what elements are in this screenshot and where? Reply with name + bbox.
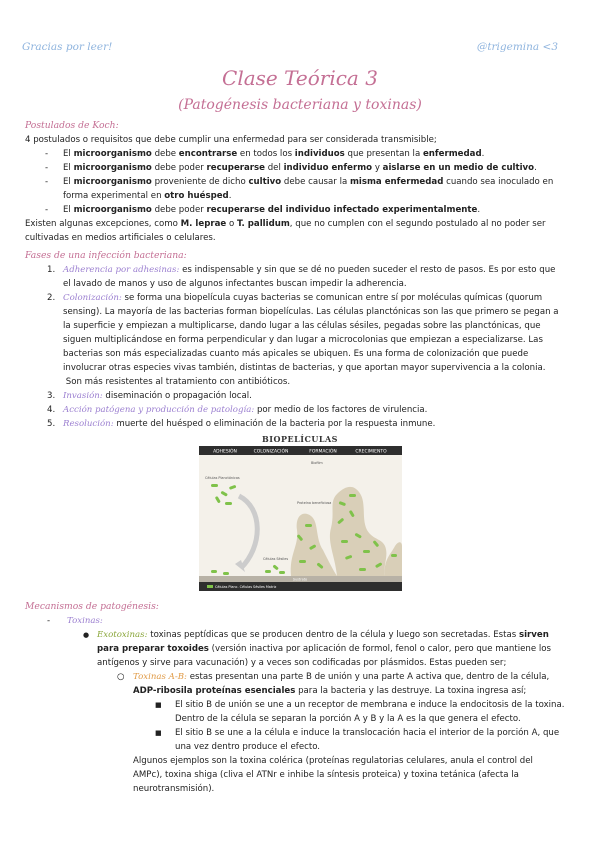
toxin-examples: Algunos ejemplos son la toxina colérica (proteínas regulatorias celulares, anula el control del AMPc), toxina shiga (cliva el ATNr e inhibe la síntesis proteica) y toxina tetánica (afecta la neurotransmisión). xyxy=(133,756,533,794)
figure-label: Biofilm xyxy=(311,461,323,465)
biofilm-figure xyxy=(0,432,600,596)
footer-thanks: Gracias por leer! xyxy=(22,41,113,53)
bacterium xyxy=(305,524,312,527)
koch-exceptions: Existen algunas excepciones, como M. leprae o T. pallidum, que no cumplen con el segundo postulado al no poder ser cultivadas en medios artificiales o celulares. xyxy=(25,219,546,243)
list-item: - El microorganismo debe poder recuperarse del individuo enfermo y aislarse en un medio de cultivo. xyxy=(45,163,537,173)
page-title: Clase Teórica 3 xyxy=(222,66,378,90)
bacterium xyxy=(359,568,366,571)
list-item: - El microorganismo debe encontrarse en todos los individuos que presentan la enfermedad. xyxy=(45,149,485,159)
list-item: ● Exotoxinas: toxinas peptídicas que se producen dentro de la célula y luego son secretadas. Estas sirven para preparar toxoides (versión inactiva por aplicación de formol, fenol o calor, pero que mantiene los antígenos y sirve para vacunación) y a veces son codificadas por plásmidos. Estas pueden ser; xyxy=(83,630,551,668)
figure-label: Sustrato xyxy=(292,577,308,582)
figure-label: Proteína beneficiosa xyxy=(297,501,332,505)
list-item: 3. Invasión: diseminación o propagación local. xyxy=(47,391,252,401)
stage-label: ADHESIÓN xyxy=(213,449,237,455)
legend-text: Células Planc. Células Sésiles Matriz xyxy=(215,585,277,589)
biofilm-diagram xyxy=(199,446,402,591)
mechanisms-heading: Mecanismos de patogénesis: xyxy=(25,601,159,612)
bacterium xyxy=(225,502,232,505)
bacterium xyxy=(341,540,348,543)
legend-swatch xyxy=(207,585,213,588)
figure-label: Células Planctónicas xyxy=(205,476,240,480)
bacterium xyxy=(391,554,397,557)
koch-heading: Postulados de Koch: xyxy=(25,120,119,131)
list-item: - El microorganismo proveniente de dicho cultivo debe causar la misma enfermedad cuando sea inoculado en forma experimental en otro huésped. xyxy=(45,177,554,201)
bacterium xyxy=(363,550,370,553)
document-body xyxy=(25,119,573,796)
list-item: - Toxinas: xyxy=(47,616,103,626)
list-item: 4. Acción patógena y producción de patología: por medio de los factores de virulencia. xyxy=(47,405,428,415)
stage-label: FORMACIÓN xyxy=(309,449,337,455)
figure-title: BIOPELÍCULAS xyxy=(262,434,338,444)
list-item: 1. Adherencia por adhesinas: es indispensable y sin que se dé no pueden suceder el resto de pasos. Es por esto que el lavado de manos y uso de algunos infectantes buscan impedir la adherencia. xyxy=(47,265,556,289)
stage-label: COLONIZACIÓN xyxy=(253,449,289,455)
phases-heading: Fases de una infección bacteriana: xyxy=(25,250,187,261)
bacterium xyxy=(299,560,306,563)
stage-label: CRECIMIENTO xyxy=(355,449,387,455)
list-item: ■ El sitio B se une a la célula e induce la translocación hacia el interior de la porción A, que una vez dentro produce el efecto. xyxy=(155,728,560,752)
bacterium xyxy=(279,571,285,574)
figure-label: Células Sésiles xyxy=(263,557,289,561)
list-item: 2. Colonización: se forma una biopelícula cuyas bacterias se comunican entre sí por moléculas químicas (quorum sensing). La mayoría de las bacterias forman biopelículas. Las células planctónicas son las que primero se pegan a la superficie y empiezan a multiplicarse, dando lugar a las células sésiles, pegadas sobre las planctónicas, que siguen multiplicándose en forma perpendicular y dan lugar a microcolonias que empiezan a especializarse. Las bacterias son más especializadas cuanto más apicales se ubiquen. Es una forma de colonización que puede involucrar otras especies vivas también, distintas de bacterias, y que aportan mayor supervivencia a la colonia. Son más resistentes al tratamiento con antibióticos. xyxy=(47,293,559,387)
bacterium xyxy=(211,570,217,573)
bacterium xyxy=(223,572,229,575)
page-subtitle: (Patogénesis bacteriana y toxinas) xyxy=(178,97,422,113)
list-item: ○ Toxinas A-B: estas presentan una parte B de unión y una parte A activa que, dentro de la célula, ADP-ribosila proteínas esenciales para la bacteria y las destruye. La toxina ingresa así; xyxy=(117,672,550,696)
bacterium xyxy=(211,484,218,487)
author-handle: @trigemina <3 xyxy=(476,41,558,53)
list-item: - El microorganismo debe poder recuperarse del individuo infectado experimentalmente. xyxy=(45,205,481,215)
list-item: ■ El sitio B de unión se une a un receptor de membrana e induce la endocitosis de la toxina. Dentro de la célula se separan la porción A y B y la A es la que genera el efecto. xyxy=(155,700,565,724)
list-item: 5. Resolución: muerte del huésped o eliminación de la bacteria por la respuesta inmune. xyxy=(47,419,436,429)
bacterium xyxy=(265,570,271,573)
bacterium xyxy=(349,494,356,497)
koch-intro: 4 postulados o requisitos que debe cumplir una enfermedad para ser considerada transmisible; xyxy=(25,135,437,145)
